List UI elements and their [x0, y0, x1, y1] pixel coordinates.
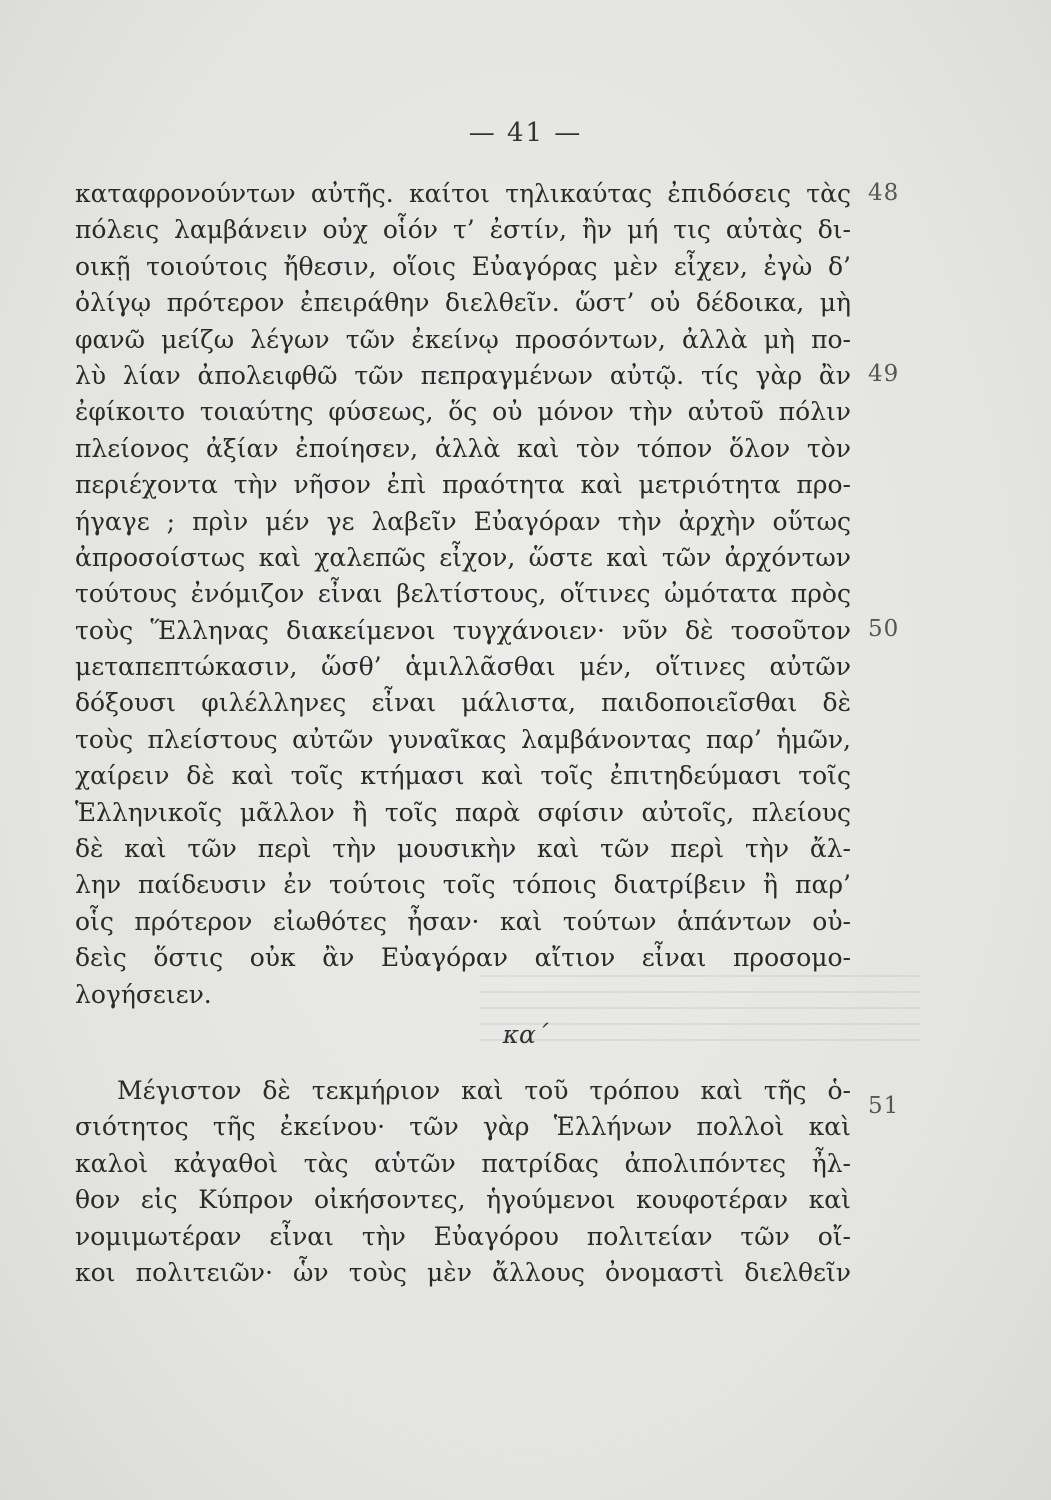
- text-line: Ἑλληνικοῖς μᾶλλον ἢ τοῖς παρὰ σφίσιν αὐτοῖς, πλείους: [75, 797, 851, 827]
- text-line: λην παίδευσιν ἐν τούτοις τοῖς τόποις διατρίβειν ἢ παρ’: [75, 870, 851, 900]
- text-line: κοι πολιτειῶν· ὧν τοὺς μὲν ἄλλους ὀνομαστὶ διελθεῖν: [75, 1257, 851, 1287]
- text-line: νομιμωτέραν εἶναι τὴν Εὐαγόρου πολιτείαν τῶν οἴ-: [75, 1221, 851, 1251]
- text-line: τοὺς πλείστους αὐτῶν γυναῖκας λαμβάνοντας παρ’ ἡμῶν,: [75, 724, 851, 754]
- text-line: ἀπροσοίστως καὶ χαλεπῶς εἶχον, ὥστε καὶ τῶν ἀρχόντων: [75, 542, 851, 572]
- text-line: χαίρειν δὲ καὶ τοῖς κτήμασι καὶ τοῖς ἐπιτηδεύμασι τοῖς: [75, 761, 851, 791]
- text-line: πλείονος ἀξίαν ἐποίησεν, ἀλλὰ καὶ τὸν τόπον ὅλον τὸν: [75, 433, 851, 463]
- section-heading: κα΄: [502, 1020, 549, 1049]
- text-line: δόξουσι φιλέλληνες εἶναι μάλιστα, παιδοποιεῖσθαι δὲ: [75, 688, 851, 718]
- margin-section-number: 48: [868, 180, 900, 206]
- text-line: τούτους ἐνόμιζον εἶναι βελτίστους, οἵτινες ὠμότατα πρὸς: [75, 579, 851, 609]
- text-line: Μέγιστον δὲ τεκμήριον καὶ τοῦ τρόπου καὶ τῆς ὁ-: [117, 1076, 851, 1105]
- paragraph-1: [75, 176, 851, 1013]
- text-line: περιέχοντα τὴν νῆσον ἐπὶ πραότητα καὶ μετριότητα προ-: [75, 470, 851, 500]
- text-line: λὺ λίαν ἀπολειφθῶ τῶν πεπραγμένων αὐτῷ. τίς γὰρ ἂν: [75, 360, 851, 390]
- text-line: καταφρονούντων αὐτῆς. καίτοι τηλικαύτας ἐπιδόσεις τὰς: [75, 179, 851, 208]
- margin-section-number: 51: [868, 1093, 900, 1119]
- margin-section-number: 50: [868, 616, 900, 642]
- text-line: ήγαγε ; πρὶν μέν γε λαβεῖν Εὐαγόραν τὴν ἀρχὴν οὕτως: [75, 506, 851, 536]
- text-line: σιότητος τῆς ἐκείνου· τῶν γὰρ Ἑλλήνων πολλοὶ καὶ: [75, 1112, 851, 1142]
- text-line: τοὺς Ἕλληνας διακείμενοι τυγχάνοιεν· νῦν δὲ τοσοῦτον: [75, 615, 851, 645]
- text-line: ἐφίκοιτο τοιαύτης φύσεως, ὅς οὐ μόνον τὴν αὐτοῦ πόλιν: [75, 397, 851, 427]
- text-line: μεταπεπτώκασιν, ὥσθ’ ἁμιλλᾶσθαι μέν, οἵτινες αὐτῶν: [75, 652, 851, 682]
- text-line: φανῶ μείζω λέγων τῶν ἐκείνῳ προσόντων, ἀλλὰ μὴ πο-: [75, 324, 851, 354]
- text-line: οἷς πρότερον εἰωθότες ἦσαν· καὶ τούτων ἁπάντων οὐ-: [75, 906, 851, 936]
- margin-section-number: 49: [868, 361, 900, 387]
- text-line: δεὶς ὅστις οὐκ ἂν Εὐαγόραν αἴτιον εἶναι προσομο-: [75, 943, 851, 973]
- text-line: καλοὶ κἀγαθοὶ τὰς αὑτῶν πατρίδας ἀπολιπόντες ἦλ-: [75, 1148, 851, 1178]
- text-line: θον εἰς Κύπρον οἰκήσοντες, ἡγούμενοι κουφοτέραν καὶ: [75, 1185, 851, 1215]
- text-line: δὲ καὶ τῶν περὶ τὴν μουσικὴν καὶ τῶν περὶ τὴν ἄλ-: [75, 834, 851, 864]
- text-line: πόλεις λαμβάνειν οὐχ οἷόν τ’ ἐστίν, ἢν μή τις αὐτὰς δι-: [75, 215, 851, 245]
- paragraph-2: [75, 1073, 851, 1291]
- text-line: οικῇ τοιούτοις ἤθεσιν, οἵοις Εὐαγόρας μὲν εἶχεν, ἐγὼ δ’: [75, 251, 851, 281]
- text-line: λογήσειεν.: [75, 979, 212, 1009]
- page-number: — 41 —: [468, 118, 583, 148]
- text-line: ὀλίγῳ πρότερον ἐπειράθην διελθεῖν. ὥστ’ οὐ δέδοικα, μὴ: [75, 288, 851, 318]
